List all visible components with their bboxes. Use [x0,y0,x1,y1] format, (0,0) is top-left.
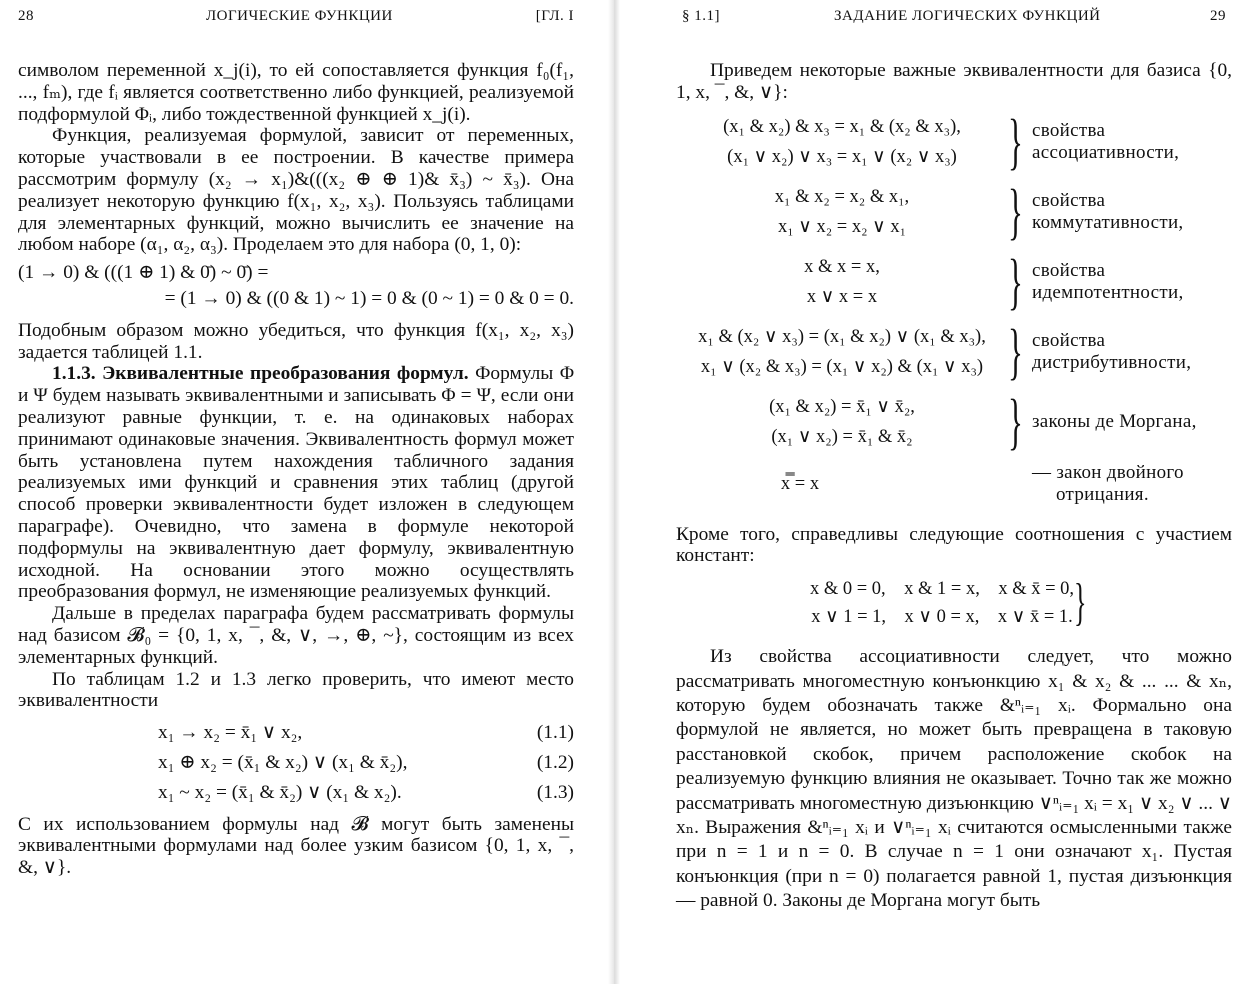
equivalence-formulas [676,472,1008,496]
equivalence-group [676,317,1232,386]
equivalence-formulas [676,182,1008,242]
property-line: ассоциативности, [1032,141,1180,163]
property-line: свойства [1032,189,1106,211]
paragraph: Подобным образом можно убедиться, что функция f(x₁, x₂, x₃) задается таблицей 1.1. [18,319,574,363]
equation-number: (1.1) [536,722,574,744]
property-label [1032,190,1183,234]
numbered-equation [18,752,574,774]
formula-line: (x₁ ∨ x₂) = x̄₁ & x̄₂ [771,426,913,447]
brace-icon: } [1008,387,1023,456]
equivalence-formulas [676,112,1008,172]
brace-icon: } [1074,574,1087,632]
equation-expression: x₁ → x₂ = x̄₁ ∨ x₂, [158,722,303,744]
brace-icon: } [1008,107,1023,176]
equivalence-group [676,462,1232,506]
property-line: законы де Моргана, [1032,410,1197,432]
paragraph: Из свойства ассоциативности следует, что можно рассматривать многоместную конъюнкцию x₁ & x₂ & ... ... & xₙ, которую будем обозначать также &ⁿᵢ₌₁ xᵢ. Формально она формулой не является, но может быть превращена в таковую расстановкой скобок, причем расположение скобок на реализуемую функцию влияния не оказывает. Точно так же можно рассматривать многоместную дизъюнкцию ∨ⁿᵢ₌₁ xᵢ = x₁ ∨ x₂ ∨ ... ∨ xₙ. Выражения &ⁿᵢ₌₁ xᵢ и ∨ⁿᵢ₌₁ xᵢ считаются осмысленными также при n = 1 и n = 0. В случае n = 1 они означают x₁. Пустая конъюнкция (при n = 0) полагается равной 1, пустая дизъюнкция — равной 0. Законы де Моргана могут быть [676,646,1232,912]
equation-line: (1 → 0) & (((1 ⊕ 1) & 0̄) ~ 0̄) = [18,262,269,284]
constant-formulas [810,575,1074,631]
equivalence-group [676,177,1232,246]
left-page-number: 28 [18,8,34,24]
formula-line: x ∨ x = x [806,286,878,307]
property-label [1032,330,1191,374]
property-label [1032,462,1184,506]
equation-expression: x₁ ~ x₂ = (x̄₁ & x̄₂) ∨ (x₁ & x₂). [158,781,402,803]
property-line: свойства [1032,119,1106,141]
property-line: коммутативности, [1032,211,1184,233]
equation-number: (1.3) [536,781,574,803]
formula-line: x₁ & (x₂ ∨ x₃) = (x₁ & x₂) ∨ (x₁ & x₃), [698,326,986,347]
right-page [620,0,1242,984]
equivalence-group [676,107,1232,176]
formula-line: x₁ ∨ (x₂ & x₃) = (x₁ ∨ x₂) & (x₁ ∨ x₃) [700,356,984,377]
equivalence-formulas [676,322,1008,382]
book-gutter [608,0,620,984]
paragraph: По таблицам 1.2 и 1.3 легко проверить, что имеют место эквивалентности [18,668,574,712]
formula-line: (x₁ & x₂) & x₃ = x₁ & (x₂ & x₃), [723,116,961,137]
equation-line: = (1 → 0) & ((0 & 1) ~ 1) = 0 & (0 ~ 1) = 0 & 0 = 0. [164,287,574,309]
brace-icon: } [1008,317,1023,386]
paragraph-text: Формулы Φ и Ψ будем называть эквивалентными и записывать Φ = Ψ, если они реализуют равные функции, т. е. на одинаковых наборах принимают одинаковые значения. Эквивалентность формул может быть установлена путем нахождения табличного задания реализуемых ими функций и сравнения этих таблиц (другой способ проверки эквивалентности будет изложен в следующем параграфе). Очевидно, что замена в формуле некоторой подформулы на эквивалентную дает формулу, эквивалентную исходной. На основании этого можно осуществлять преобразования формул, не изменяющие реализуемых функций. [18,363,574,603]
paragraph: Функция, реализуемая формулой, зависит от переменных, которые участвовали в ее построении. В качестве примера рассмотрим формулу (x₂ → x₁)&(((x₂ ⊕ ⊕ 1)& x̄₃) ~ x̄₃). Она реализует некоторую функцию f(x₁, x₂, x₃). Пользуясь таблицами для элементарных функций, можно вычислить ее значение на любом наборе (α₁, α₂, α₃). Проделаем это для набора (0, 1, 0): [18,125,574,256]
brace-icon: } [1008,177,1023,246]
equation-expression: x₁ ⊕ x₂ = (x̄₁ & x₂) ∨ (x₁ & x̄₂), [158,751,408,773]
formula-line: x & 0 = 0, x & 1 = x, x & x̄ = 0, [809,579,1075,600]
numbered-equation [18,782,574,804]
paragraph: Дальше в пределах параграфа будем рассматривать формулы над базисом 𝓑₀ = {0, 1, x, ¯, &, ∨, →, ⊕, ~}, состоящим из всех элементарных функций. [18,603,574,668]
right-page-body [676,60,1232,914]
property-line: — закон двойного [1032,461,1184,483]
property-label [1032,411,1197,433]
equivalence-group [676,387,1232,456]
right-running-title: ЗАДАНИЕ ЛОГИЧЕСКИХ ФУНКЦИЙ [834,8,1101,24]
formula-line: x & x = x, [804,256,880,277]
property-line: свойства [1032,259,1106,281]
right-section-ref: § 1.1] [682,8,720,24]
left-chapter-ref: [ГЛ. I [535,8,574,24]
equation-number: (1.2) [536,751,574,773]
property-line: идемпотентности, [1032,281,1184,303]
paragraph: символом переменной x_j(i), то ей сопоставляется функция f₀(f₁, ..., fₘ), где fᵢ является соответственно либо функцией, реализуемой подформулой Φᵢ, либо тождественной функцией x_j(i). [18,60,574,125]
right-page-number: 29 [1210,8,1226,24]
section-heading: 1.1.3. Эквивалентные преобразования формул. [52,363,469,385]
paragraph: Приведем некоторые важные эквивалентности для базиса {0, 1, x, ¯, &, ∨}: [676,60,1232,103]
left-page [0,0,608,984]
equivalence-formulas [676,392,1008,452]
equivalence-formulas [676,252,1008,312]
formula-line: x₁ ∨ x₂ = x₂ ∨ x₁ [777,216,907,237]
section-paragraph [18,363,574,603]
constant-relations [676,575,1232,631]
paragraph: С их использованием формулы над 𝓑 могут быть заменены эквивалентными формулами над более узким базисом {0, 1, x, ¯, &, ∨}. [18,813,574,879]
right-page-header [638,8,1230,34]
formula-line: x ∨ 1 = 1, x ∨ 0 = x, x ∨ x̄ = 1. [811,607,1073,628]
formula-line: (x₁ ∨ x₂) ∨ x₃ = x₁ ∨ (x₂ ∨ x₃) [727,146,957,167]
numbered-equations [18,722,574,803]
property-label [1032,260,1184,304]
left-running-title: ЛОГИЧЕСКИЕ ФУНКЦИИ [206,8,393,24]
left-page-header [18,8,596,34]
property-line: свойства [1032,329,1106,351]
brace-icon: } [1008,247,1023,316]
equivalence-table [676,107,1232,506]
formula-line: (x₁ & x₂) = x̄₁ ∨ x̄₂, [769,396,915,417]
property-label [1032,120,1179,164]
property-line: отрицания. [1056,483,1149,505]
property-line: дистрибутивности, [1032,351,1192,373]
paragraph: Кроме того, справедливы следующие соотношения с участием констант: [676,523,1232,567]
numbered-equation [18,722,574,744]
formula-line: x̿ = x [780,473,820,494]
left-page-body [18,60,574,879]
equivalence-group [676,247,1232,316]
formula-line: x₁ & x₂ = x₂ & x₁, [774,186,910,207]
